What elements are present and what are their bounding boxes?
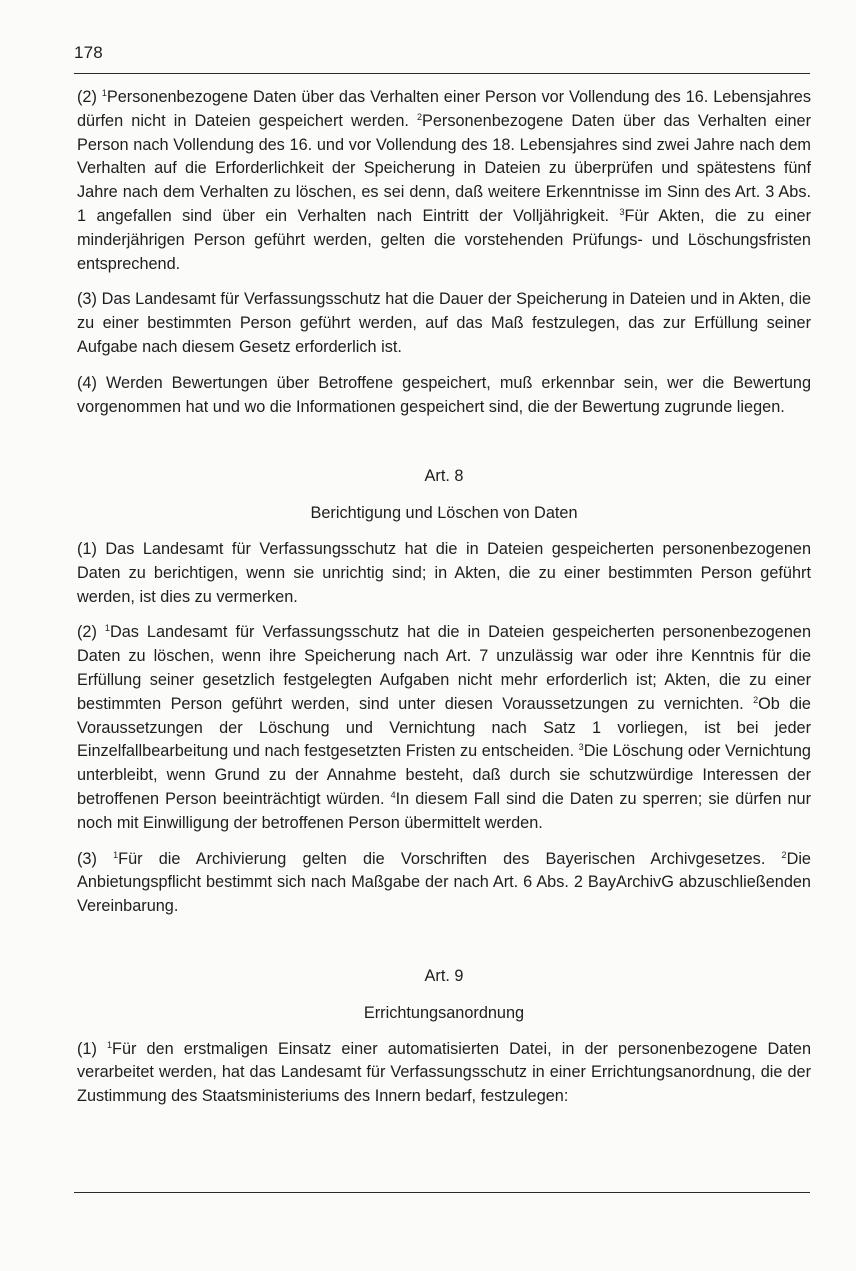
paragraph-number: (2) [77, 88, 97, 106]
paragraph [77, 288, 811, 359]
sentence-number: 3 [619, 206, 625, 217]
sentence-number: 2 [781, 849, 787, 860]
paragraph-number: (4) [77, 373, 97, 392]
paragraph [77, 86, 811, 276]
sentence: Für Akten, die zu einer minderjährigen Person geführt werden, gelten die vorstehenden Prüfungs- und Löschungsfristen entsprechend. [77, 206, 811, 273]
sentence-number: 2 [753, 694, 759, 705]
sentence: Die Löschung oder Vernichtung unterbleibt, wenn Grund zu der Annahme besteht, daß durch sie schutzwürdige Interessen der betroffenen Person beeinträchtigt würden. [77, 742, 811, 808]
sentence: In diesem Fall sind die Daten zu sperren; sie dürfen nur noch mit Einwilligung der betroffenen Person übermittelt werden. [77, 789, 811, 832]
header-rule [74, 73, 810, 74]
sentence: Werden Bewertungen über Betroffene gespeichert, muß erkennbar sein, wer die Bewertung vorgenommen hat und wo die Informationen gespeichert sind, die der Bewertung zugrunde liegen. [77, 373, 811, 416]
paragraph [77, 621, 811, 835]
sentence-number: 1 [113, 849, 119, 860]
sentence-number: 2 [417, 111, 423, 122]
sentence: Das Landesamt für Verfassungsschutz hat die in Dateien gespeicherten personenbezogenen Daten zu löschen, wenn ihre Speicherung nach Art. 7 unzulässig war oder ihre Kenntnis für die Erfüllung seiner gesetzlich festgelegten Aufgaben nicht mehr erforderlich ist; Akten, die zu einer bestimmten Person geführt werden, sind unter diesen Voraussetzungen zu vernichten. [77, 623, 812, 713]
sentence: Die Anbietungspflicht bestimmt sich nach Maßgabe der nach Art. 6 Abs. 2 BayArchivG abzuschließenden Vereinbarung. [77, 849, 811, 916]
sentence-number: 1 [101, 88, 107, 98]
paragraph-number: (1) [77, 1039, 97, 1058]
paragraph-number: (3) [77, 849, 97, 868]
sentence-number: 1 [104, 623, 110, 634]
paragraph-number: (2) [77, 623, 97, 642]
paragraph [77, 372, 811, 420]
paragraph-number: (1) [77, 539, 97, 558]
paragraph [77, 1038, 811, 1109]
paragraph [77, 538, 811, 609]
sentence-number: 4 [390, 789, 396, 800]
sentence: Personenbezogene Daten über das Verhalten einer Person vor Vollendung des 16. Lebensjahres dürfen nicht in Dateien gespeichert werden. [77, 88, 812, 130]
sentence: Das Landesamt für Verfassungsschutz hat die Dauer der Speicherung in Dateien und in Akten, die zu einer bestimmten Person geführt werden, auf das Maß festzulegen, das zur Erfüllung seiner Aufgabe nach diesem Gesetz erforderlich ist. [77, 290, 812, 356]
page-number: 178 [74, 43, 103, 62]
sentence-number: 1 [106, 1039, 112, 1050]
article-number: Art. 9 [424, 966, 464, 985]
sentence: Personenbezogene Daten über das Verhalten einer Person nach Vollendung des 16. und vor Vollendung des 18. Lebensjahres sind zwei Jahre nach dem Verhalten auf die Erforderlichkeit der Speicherung in Dateien zu überprüfen und spätestens fünf Jahre nach dem Verhalten zu löschen, es sei denn, daß weitere Erkenntnisse im Sinn des Art. 3 Abs. 1 angefallen sind über ein Verhalten nach Eintritt der Volljährigkeit. [77, 111, 811, 225]
article-title: Errichtungsanordnung [363, 1003, 525, 1022]
sentence: Das Landesamt für Verfassungsschutz hat die in Dateien gespeicherten personenbezogenen Daten zu berichtigen, wenn sie unrichtig sind; in Akten, die zu einer bestimmten Person geführt werden, ist dies zu vermerken. [77, 539, 812, 606]
sentence-number: 3 [578, 742, 584, 753]
sentence: Ob die Voraussetzungen der Löschung und Vernichtung nach Satz 1 vorliegen, ist bei jeder Einzelfallbearbeitung und nach festgesetzten Fristen zu entscheiden. [77, 694, 811, 761]
article-title: Berichtigung und Löschen von Daten [310, 504, 578, 523]
page-body [77, 86, 811, 1109]
footer-rule [74, 1192, 810, 1193]
sentence: Für den erstmaligen Einsatz einer automatisierten Datei, in der personenbezogene Daten verarbeitet werden, hat das Landesamt für Verfassungsschutz in einer Errichtungsanordnung, die der Zustimmung des Staatsministeriums des Innern bedarf, festzulegen: [77, 1039, 811, 1106]
sentence: Für die Archivierung gelten die Vorschriften des Bayerischen Archivgesetzes. [118, 849, 782, 868]
paragraph [77, 848, 811, 919]
article-number: Art. 8 [424, 467, 464, 486]
paragraph-number: (3) [77, 290, 97, 309]
